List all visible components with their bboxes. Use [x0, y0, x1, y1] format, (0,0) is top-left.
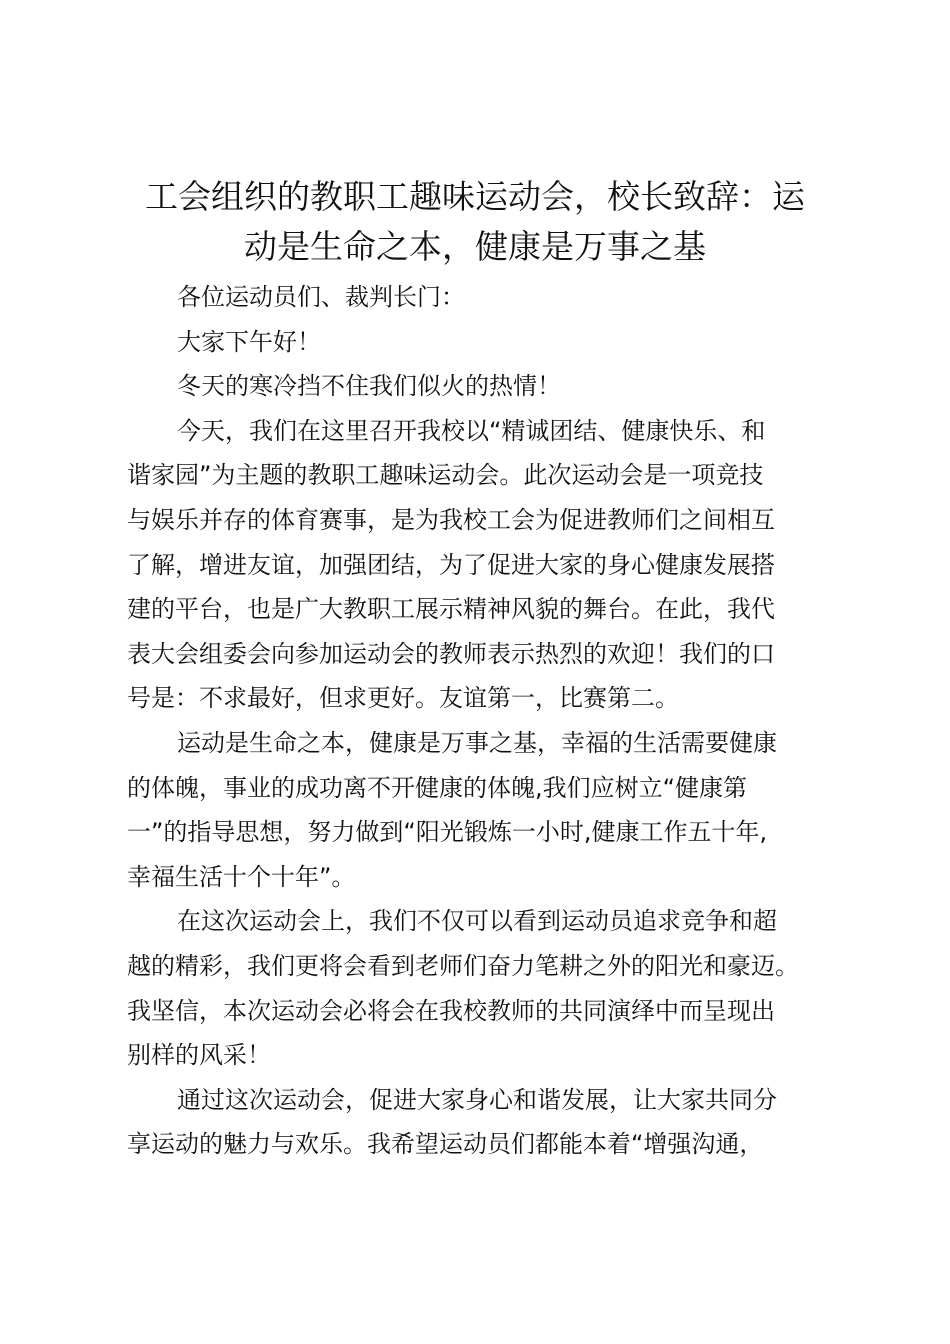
competition-paragraph	[127, 899, 837, 1077]
paragraph-line: 运动是生命之本，健康是万事之基，幸福的生活需要健康	[177, 728, 777, 757]
paragraph-line: 谐家园”为主题的教职工趣味运动会。此次运动会是一项竞技	[127, 461, 764, 490]
greeting-paragraph	[127, 320, 837, 365]
salutation-paragraph	[127, 275, 837, 320]
closing-paragraph	[127, 1078, 837, 1167]
paragraph-line: 一”的指导思想，努力做到“阳光锻炼一小时,健康工作五十年,	[127, 818, 768, 847]
opening-paragraph	[127, 364, 837, 409]
document-body	[127, 275, 837, 1167]
paragraph-line: 号是：不求最好，但求更好。友谊第一，比赛第二。	[127, 684, 679, 713]
paragraph-line: 在这次运动会上，我们不仅可以看到运动员追求竞争和超	[177, 907, 777, 936]
paragraph-line: 大家下午好！	[177, 327, 321, 356]
paragraph-line: 与娱乐并存的体育赛事，是为我校工会为促进教师们之间相互	[127, 505, 775, 534]
paragraph-line: 今天，我们在这里召开我校以“精诚团结、健康快乐、和	[177, 416, 766, 445]
paragraph-line: 各位运动员们、裁判长门：	[177, 283, 465, 311]
theme-paragraph	[127, 409, 837, 721]
paragraph-line: 了解，增进友谊，加强团结，为了促进大家的身心健康发展搭	[127, 550, 775, 579]
paragraph-line: 越的精彩，我们更将会看到老师们奋力笔耕之外的阳光和豪迈。	[127, 951, 799, 980]
document-title	[112, 172, 838, 272]
paragraph-line: 我坚信，本次运动会必将会在我校教师的共同演绎中而呈现出	[127, 996, 775, 1025]
paragraph-line: 表大会组委会向参加运动会的教师表示热烈的欢迎！我们的口	[127, 639, 775, 668]
paragraph-line: 别样的风采！	[127, 1041, 271, 1070]
title-line: 工会组织的教职工趣味运动会，校长致辞：运	[145, 177, 805, 216]
paragraph-line: 幸福生活十个十年”。	[127, 862, 356, 891]
paragraph-line: 通过这次运动会，促进大家身心和谐发展，让大家共同分	[177, 1085, 777, 1114]
paragraph-line: 的体魄，事业的成功离不开健康的体魄,我们应树立“健康第	[127, 773, 748, 802]
title-line: 动是生命之本，健康是万事之基	[244, 227, 706, 266]
health-paragraph	[127, 721, 837, 899]
paragraph-line: 建的平台，也是广大教职工展示精神风貌的舞台。在此，我代	[127, 595, 775, 624]
paragraph-line: 冬天的寒冷挡不住我们似火的热情！	[177, 372, 561, 401]
paragraph-line: 享运动的魅力与欢乐。我希望运动员们都能本着“增强沟通，	[127, 1130, 764, 1159]
